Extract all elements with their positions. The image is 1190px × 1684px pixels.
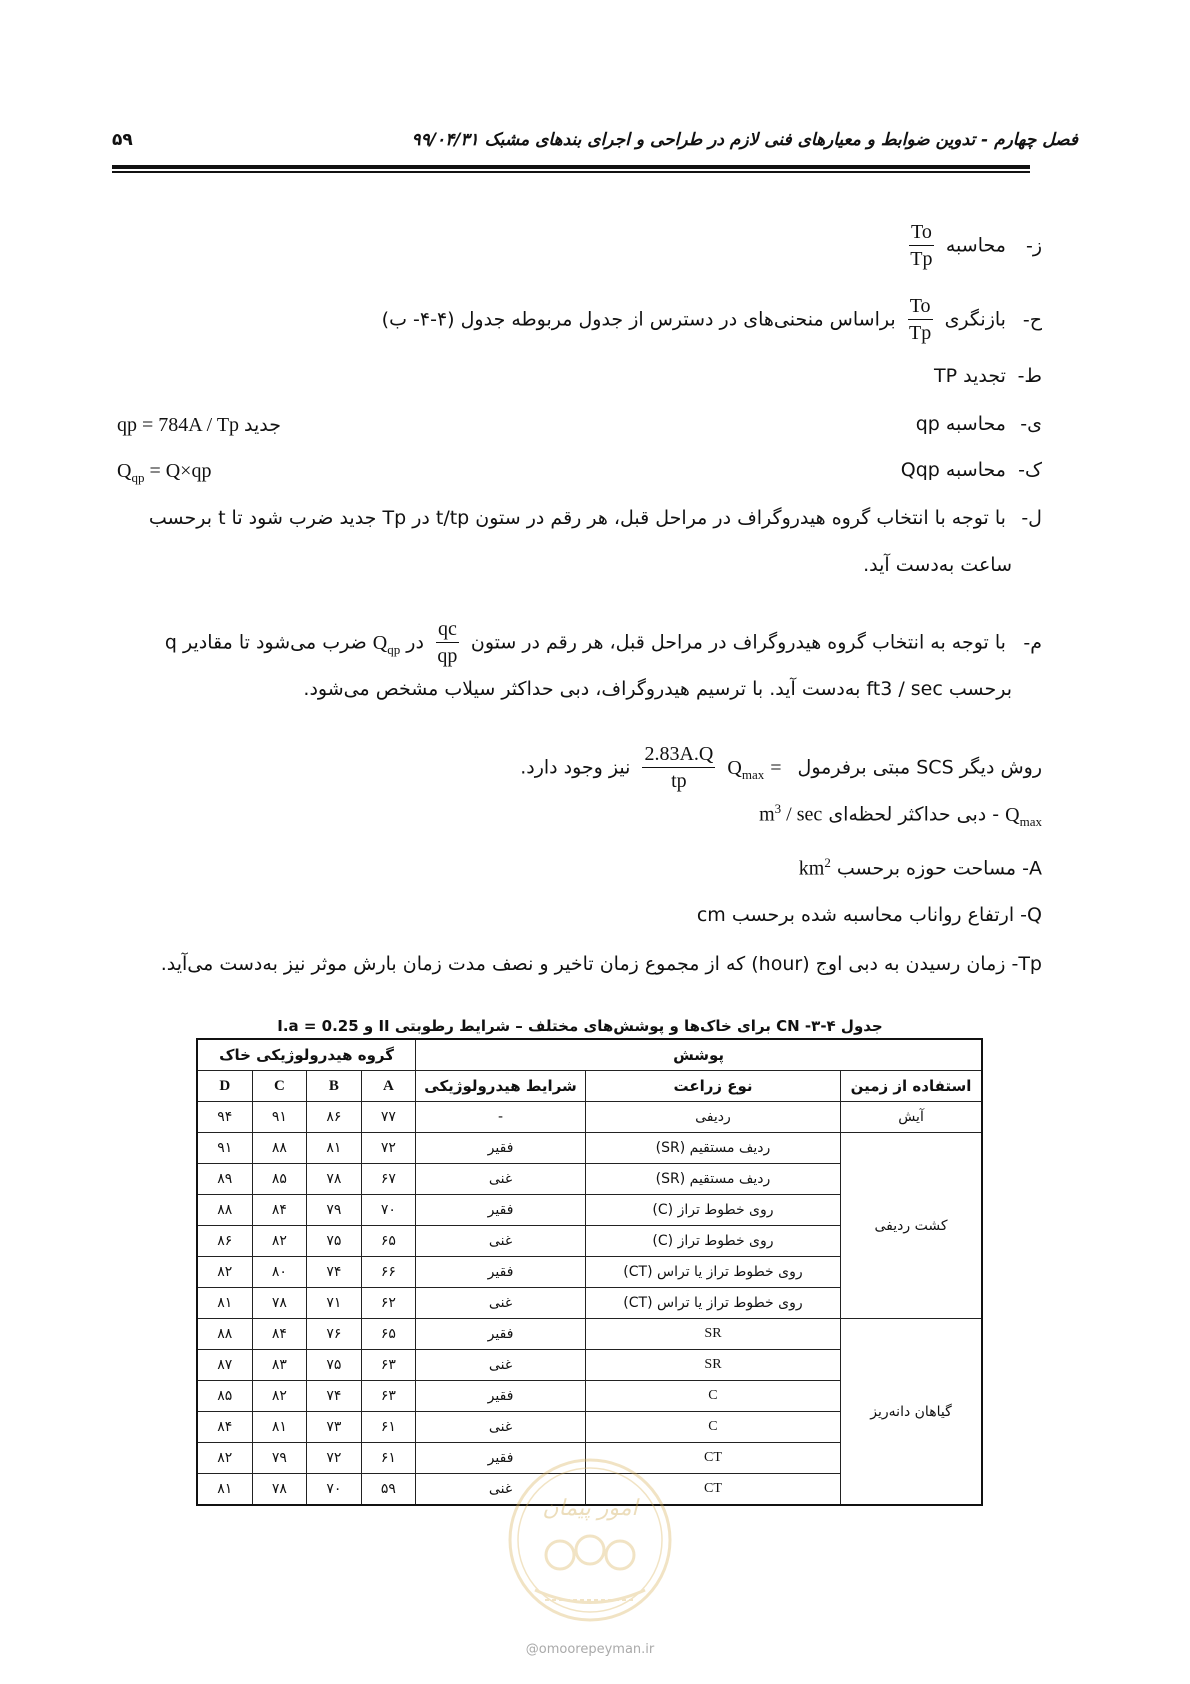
cn-c-cell: ۹۱ (252, 1102, 307, 1133)
step-t (934, 367, 1042, 386)
chapter-title: فصل چهارم - تدوین ضوابط و معیارهای فنی لازم در طراحی و اجرای بندهای مشبک ۹۹/۰۴/۳۱ (411, 130, 1078, 150)
land-use-cell: آیش (841, 1102, 982, 1133)
cn-c-cell: ۸۴ (252, 1319, 307, 1350)
crop-cell: روی خطوط تراز (C) (585, 1195, 840, 1226)
cn-b-cell: ۷۱ (307, 1288, 362, 1319)
cn-c-cell: ۷۸ (252, 1288, 307, 1319)
condition-cell: - (416, 1102, 586, 1133)
cn-b-cell: ۷۸ (307, 1164, 362, 1195)
cn-c-cell: ۸۰ (252, 1257, 307, 1288)
cn-a-cell: ۶۶ (361, 1257, 416, 1288)
condition-cell: غنی (416, 1412, 586, 1443)
condition-cell: غنی (416, 1226, 586, 1257)
cn-c-cell: ۸۱ (252, 1412, 307, 1443)
fraction-to-tp: $\frac{To}{Tp}$ (908, 295, 932, 344)
cn-a-cell: ۵۹ (361, 1474, 416, 1506)
table-header-row (197, 1039, 982, 1071)
step-marker: م- (1023, 631, 1042, 654)
land-use-cell: گیاهان دانه‌ریز (841, 1319, 982, 1506)
cn-a-cell: ۶۱ (361, 1412, 416, 1443)
crop-cell: ردیفی (585, 1102, 840, 1133)
table-subheader-row (197, 1071, 982, 1102)
header-cover: پوشش (416, 1039, 982, 1071)
col-land-use: استفاده از زمین (841, 1071, 982, 1102)
step-text: محاسبه qp (915, 413, 1006, 435)
cn-d-cell: ۸۵ (197, 1381, 252, 1412)
step-marker: ک- (1018, 459, 1042, 481)
col-condition: شرایط هیدرولوژیکی (416, 1071, 586, 1102)
cn-c-cell: ۸۵ (252, 1164, 307, 1195)
crop-cell: ردیف مستقیم (SR) (585, 1164, 840, 1195)
col-b: B (307, 1071, 362, 1102)
step-k (901, 461, 1042, 480)
cn-d-cell: ۹۱ (197, 1133, 252, 1164)
step-text: با توجه به انتخاب گروه هیدروگراف در مراحل قبل، هر رقم در ستون (470, 631, 1006, 654)
cn-d-cell: ۸۶ (197, 1226, 252, 1257)
cn-d-cell: ۸۸ (197, 1319, 252, 1350)
cn-c-cell: ۸۲ (252, 1381, 307, 1412)
condition-cell: فقیر (416, 1133, 586, 1164)
col-d: D (197, 1071, 252, 1102)
cn-b-cell: ۷۴ (307, 1381, 362, 1412)
step-y (916, 415, 1042, 434)
def-tp: Tp- زمان رسیدن به دبی اوج (hour) که از مجموع زمان تاخیر و نصف مدت زمان بارش موثر نیز به‌دست می‌آید. (160, 953, 1042, 975)
crop-cell: روی خطوط تراز (C) (585, 1226, 840, 1257)
step-text: تجدید TP (934, 365, 1006, 387)
def-area: A- مساحت حوزه برحسب $km^2$ (798, 855, 1042, 880)
crop-cell: روی خطوط تراز یا تراس (CT) (585, 1257, 840, 1288)
crop-cell: SR (585, 1350, 840, 1381)
cn-table (196, 1038, 983, 1506)
cn-a-cell: ۷۲ (361, 1133, 416, 1164)
step-m: م- با توجه به انتخاب گروه هیدروگراف در مراحل قبل، هر رقم در ستون $\frac{qc}{qp}$ در $Q_{qp}$ ضرب می‌شود تا مقادیر q (164, 618, 1042, 667)
table-caption: جدول ۴-۳- CN برای خاک‌ها و پوشش‌های مختلف – شرایط رطوبتی II و I.a = 0.25 (277, 1017, 883, 1035)
cn-b-cell: ۷۵ (307, 1226, 362, 1257)
qp-equation: qp = 784A / Tp جدید (117, 414, 282, 436)
cn-a-cell: ۶۱ (361, 1443, 416, 1474)
step-h (382, 296, 1042, 344)
header-rule-thick (112, 165, 1030, 169)
cn-a-cell: ۶۵ (361, 1226, 416, 1257)
scs-formula: روش دیگر SCS مبتی برفرمول $Q_{max}$ = $\frac{2.83A.Q}{tp}$ نیز وجود دارد. (520, 743, 1042, 792)
cn-a-cell: ۷۷ (361, 1102, 416, 1133)
step-marker: ح- (1022, 308, 1042, 331)
cn-b-cell: ۸۱ (307, 1133, 362, 1164)
cn-c-cell: ۸۳ (252, 1350, 307, 1381)
table-row (197, 1102, 982, 1133)
page-number: ۵۹ (112, 130, 133, 150)
cn-d-cell: ۸۸ (197, 1195, 252, 1226)
cn-a-cell: ۶۲ (361, 1288, 416, 1319)
watermark-site: @omoorepeyman.ir (525, 1642, 655, 1657)
cn-b-cell: ۷۵ (307, 1350, 362, 1381)
crop-cell: C (585, 1412, 840, 1443)
step-marker: ل- (1021, 507, 1042, 529)
cn-b-cell: ۷۶ (307, 1319, 362, 1350)
cn-d-cell: ۸۷ (197, 1350, 252, 1381)
fraction-to-tp: $\frac{To}{Tp}$ (910, 221, 933, 270)
condition-cell: فقیر (416, 1319, 586, 1350)
cn-c-cell: ۸۲ (252, 1226, 307, 1257)
condition-cell: فقیر (416, 1257, 586, 1288)
step-marker: ی- (1020, 413, 1042, 435)
cn-a-cell: ۶۳ (361, 1350, 416, 1381)
crop-cell: ردیف مستقیم (SR) (585, 1133, 840, 1164)
col-crop: نوع زراعت (585, 1071, 840, 1102)
col-c: C (252, 1071, 307, 1102)
crop-cell: CT (585, 1474, 840, 1506)
cn-d-cell: ۸۱ (197, 1288, 252, 1319)
def-runoff: Q- ارتفاع رواناب محاسبه شده برحسب cm (696, 904, 1042, 926)
condition-cell: فقیر (416, 1195, 586, 1226)
table-row (197, 1133, 982, 1164)
header-soil-group: گروه هیدرولوژیکی خاک (197, 1039, 416, 1071)
crop-cell: C (585, 1381, 840, 1412)
step-text: براساس منحنی‌های در دسترس از جدول مربوطه جدول (۴-۴- ب) (381, 308, 896, 331)
cn-a-cell: ۶۵ (361, 1319, 416, 1350)
cn-b-cell: ۷۹ (307, 1195, 362, 1226)
step-l-continued: ساعت به‌دست آید. (863, 554, 1012, 576)
step-l (149, 509, 1042, 528)
cn-d-cell: ۸۱ (197, 1474, 252, 1506)
step-text: محاسبه Qqp (900, 459, 1006, 481)
fraction-qc-qp: $\frac{qc}{qp}$ (437, 618, 458, 667)
condition-cell: غنی (416, 1288, 586, 1319)
cn-c-cell: ۸۸ (252, 1133, 307, 1164)
condition-cell: غنی (416, 1474, 586, 1506)
def-qmax: $Q_{max}$ - دبی حداکثر لحظه‌ای $m^3$ / sec (759, 801, 1042, 829)
svg-text:امور پیمان: امور پیمان (542, 1496, 638, 1521)
table-row (197, 1319, 982, 1350)
condition-cell: غنی (416, 1164, 586, 1195)
cn-b-cell: ۷۴ (307, 1257, 362, 1288)
cn-b-cell: ۷۲ (307, 1443, 362, 1474)
header-rule-thin (112, 171, 1030, 173)
crop-cell: CT (585, 1443, 840, 1474)
cn-b-cell: ۷۰ (307, 1474, 362, 1506)
step-text: با توجه با انتخاب گروه هیدروگراف در مراحل قبل، هر رقم در ستون t/tp در Tp جدید ضرب شود تا t برحسب (148, 507, 1006, 529)
cn-b-cell: ۷۳ (307, 1412, 362, 1443)
step-text: محاسبه (945, 234, 1006, 257)
condition-cell: فقیر (416, 1443, 586, 1474)
cn-d-cell: ۸۲ (197, 1443, 252, 1474)
qqp-equation: $Q_{qp} = Q\times qp$ (117, 460, 212, 485)
step-marker: ط- (1017, 365, 1042, 387)
cn-a-cell: ۷۰ (361, 1195, 416, 1226)
cn-b-cell: ۸۶ (307, 1102, 362, 1133)
step-marker: ز- (1025, 234, 1042, 257)
step-z (903, 222, 1042, 270)
fraction-scs: $\frac{2.83A.Q}{tp}$ (644, 743, 714, 792)
cn-a-cell: ۶۷ (361, 1164, 416, 1195)
condition-cell: فقیر (416, 1381, 586, 1412)
condition-cell: غنی (416, 1350, 586, 1381)
land-use-cell: کشت ردیفی (841, 1133, 982, 1319)
step-text: بازنگری (944, 308, 1006, 331)
step-m-continued: برحسب ft3 / sec به‌دست آید. با ترسیم هیدروگراف، دبی حداکثر سیلاب مشخص می‌شود. (303, 678, 1012, 700)
crop-cell: روی خطوط تراز یا تراس (CT) (585, 1288, 840, 1319)
qmax-symbol: $Q_{max}$ = (727, 756, 782, 782)
watermark-logo-icon (505, 1455, 675, 1625)
cn-d-cell: ۸۹ (197, 1164, 252, 1195)
cn-c-cell: ۷۸ (252, 1474, 307, 1506)
cn-a-cell: ۶۳ (361, 1381, 416, 1412)
col-a: A (361, 1071, 416, 1102)
cn-c-cell: ۸۴ (252, 1195, 307, 1226)
cn-d-cell: ۸۴ (197, 1412, 252, 1443)
cn-c-cell: ۷۹ (252, 1443, 307, 1474)
crop-cell: SR (585, 1319, 840, 1350)
cn-d-cell: ۹۴ (197, 1102, 252, 1133)
cn-d-cell: ۸۲ (197, 1257, 252, 1288)
